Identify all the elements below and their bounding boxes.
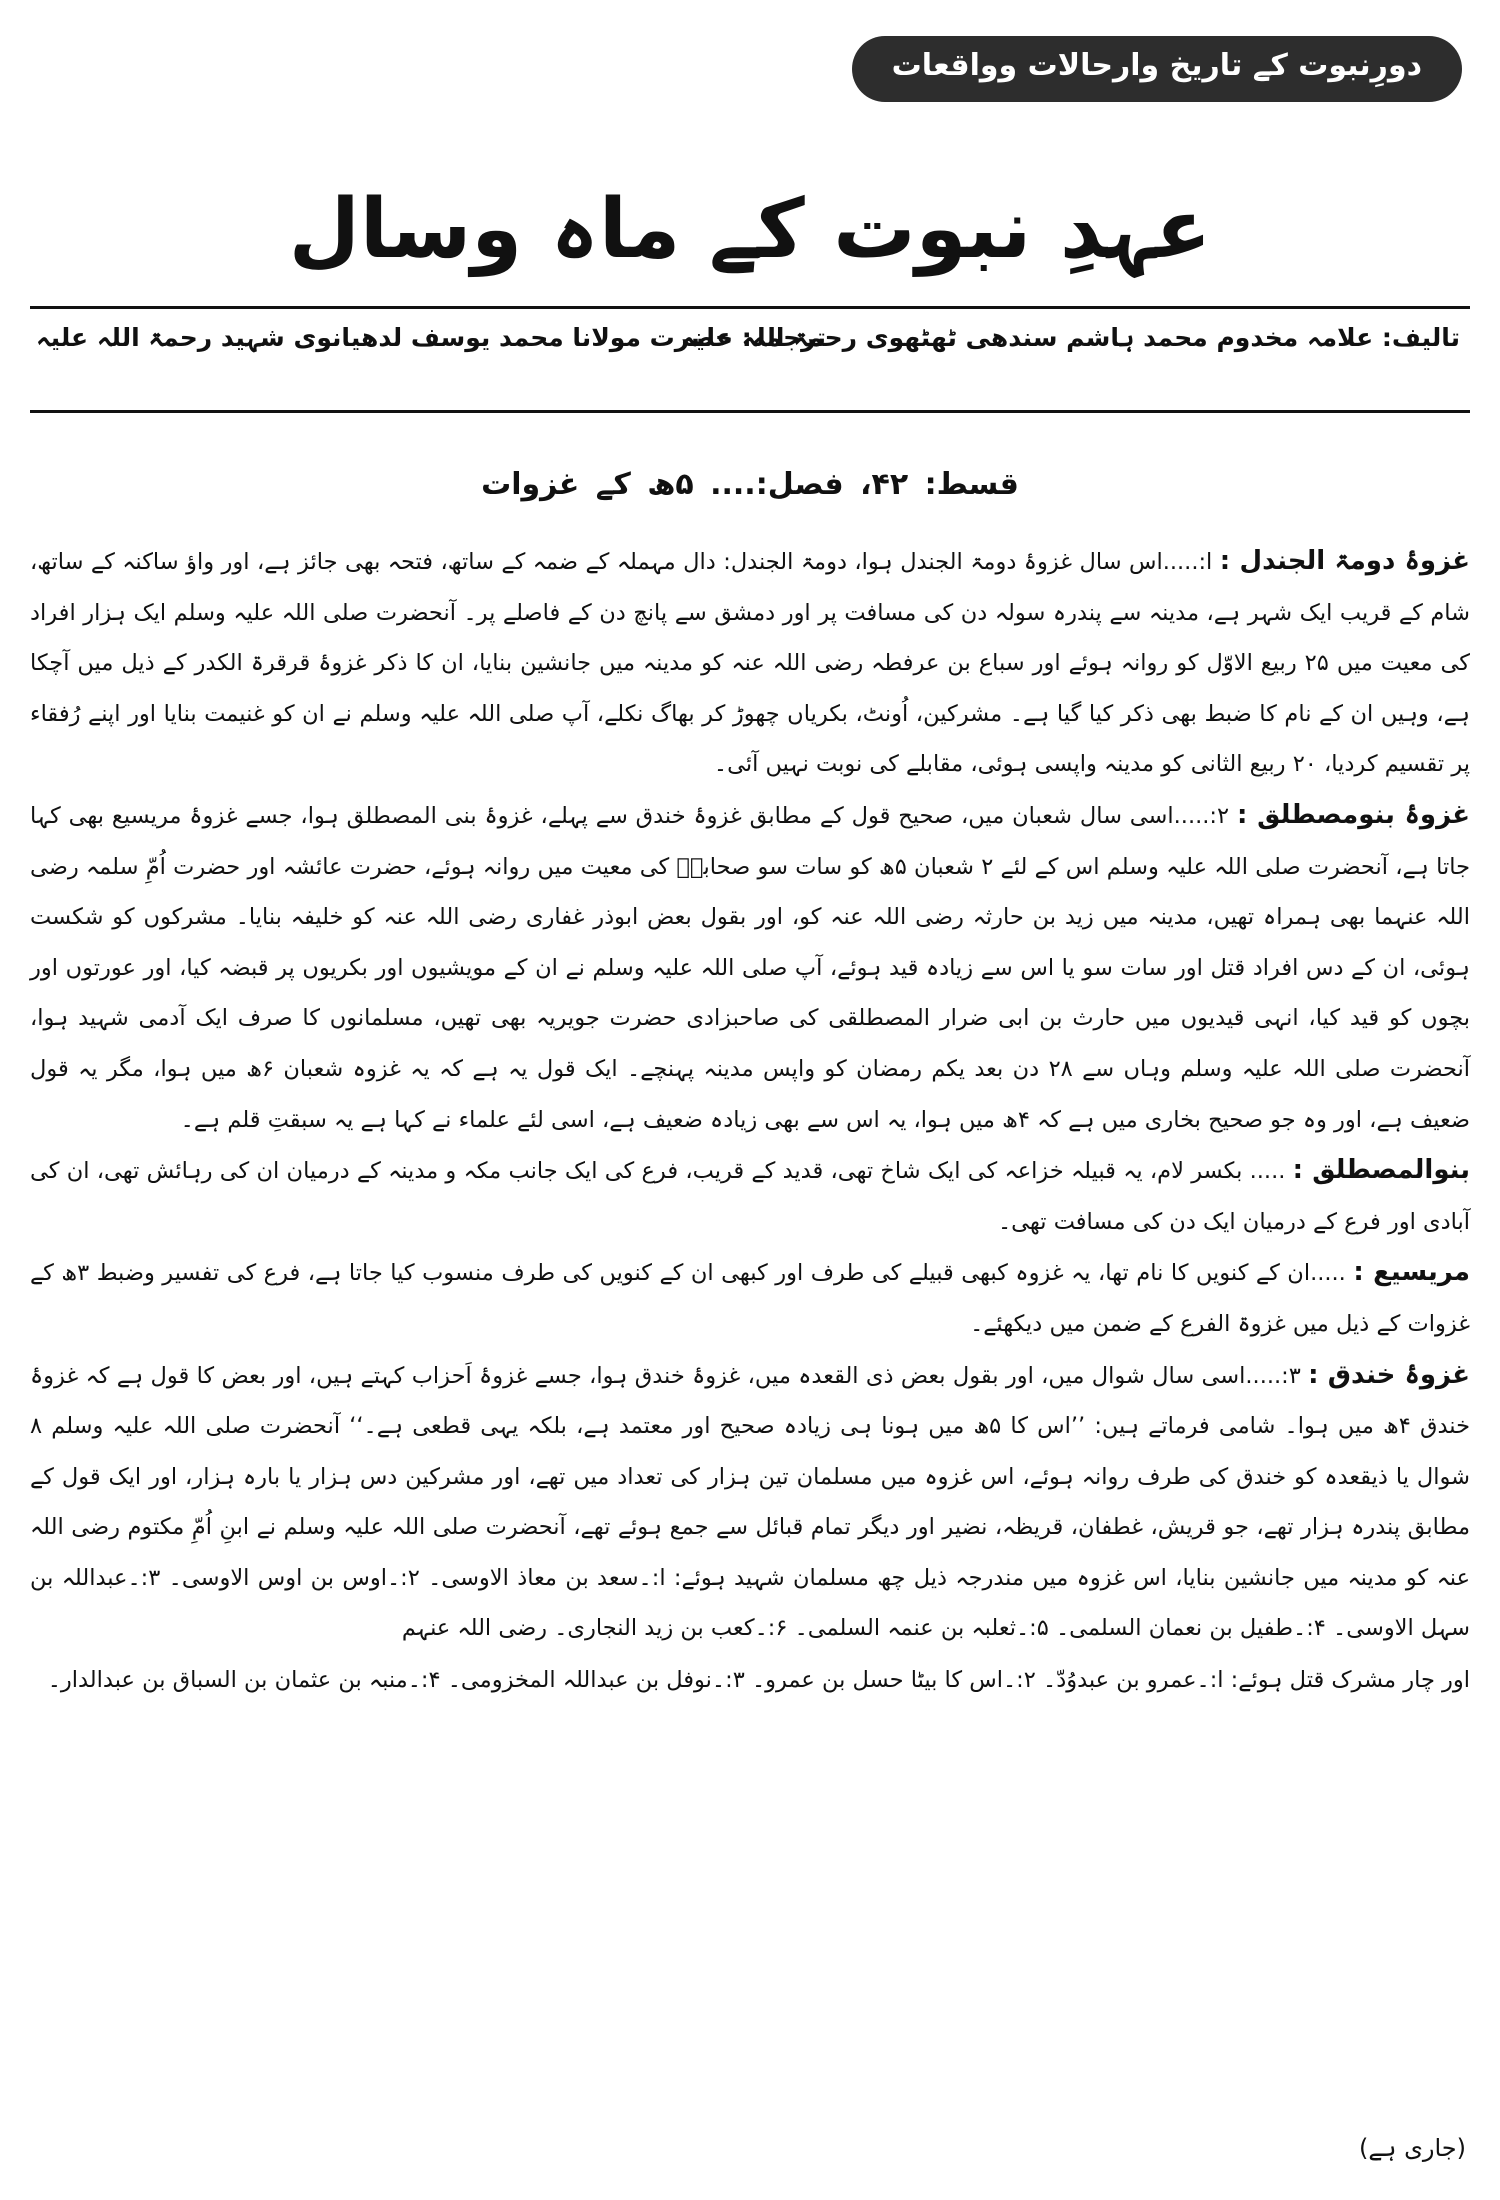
series-badge: دورِنبوت کے تاریخ وارحالات وواقعات xyxy=(852,36,1462,102)
episode-heading: قسط: ۴۲، فصل:.... ۵ھ کے غزوات xyxy=(481,467,1019,502)
article-body xyxy=(30,536,1470,1706)
section-heading: غزوۂ دومۃ الجندل : xyxy=(1219,546,1470,576)
section-heading: غزوۂ بنومصطلق : xyxy=(1236,799,1471,830)
bottom-divider xyxy=(30,410,1470,413)
section-text: ۳:.....اسی سال شوال میں، اور بقول بعض ذی القعدہ میں، غزوۂ خندق ہوا، جسے غزوۂ اَحزاب کہتے ہیں، اور بعض کا قول ہے کہ غزوۂ خندق ۴ھ میں ہوا۔ شامی فرماتے ہیں: ’’اس کا ۵ھ میں ہونا ہی زیادہ صحیح اور معتمد ہے، بلکہ یہی قطعی ہے۔‘‘ آنحضرت صلی اللہ علیہ وسلم ۸ شوال یا ذیقعدہ کو خندق کی طرف روانہ ہوئے، اس غزوہ میں مسلمان تین ہزار کی تعداد میں تھے، اور مشرکین دس ہزار یا بارہ ہزار، اور ایک قول کے مطابق پندرہ ہزار تھے، جو قریش، غطفان، قریظہ، نضیر اور دیگر تمام قبائل سے جمع ہوئے تھے، آنحضرت صلی اللہ علیہ وسلم نے ابنِ اُمِّ مکتوم رضی اللہ عنہ کو مدینہ میں جانشین بنایا، اس غزوہ میں مندرجہ ذیل چھ مسلمان شہید ہوئے: ا:۔سعد بن معاذ الاوسی۔ ۲:۔اوس بن اوس الاوسی۔ ۳:۔عبداللہ بن سہل الاوسی۔ ۴:۔طفیل بن نعمان السلمی۔ ۵:۔ثعلبہ بن عنمہ السلمی۔ ۶:۔کعب بن زید النجاری۔ رضی اللہ عنہم xyxy=(30,1362,1470,1642)
paragraph-dumat-al-jandal xyxy=(30,536,1470,790)
section-text: ۲:.....اسی سال شعبان میں، صحیح قول کے مطابق غزوۂ خندق سے پہلے، غزوۂ بنی المصطلق ہوا، جسے غزوۂ مریسیع بھی کہا جاتا ہے، آنحضرت صلی اللہ علیہ وسلم اس کے لئے ۲ شعبان ۵ھ کو سات سو صحابہؓ کی معیت میں روانہ ہوئے، حضرت عائشہ اور حضرت اُمِّ سلمہ رضی اللہ عنہما بھی ہمراہ تھیں، مدینہ میں زید بن حارثہ رضی اللہ عنہ کو، اور بقول بعض ابوذر غفاری رضی اللہ عنہ کو خلیفہ بنایا۔ مشرکوں کو شکست ہوئی، ان کے دس افراد قتل اور سات سو یا اس سے زیادہ قید ہوئے، آپ صلی اللہ علیہ وسلم نے ان کے مویشیوں اور بکریوں پر قبضہ کیا، اور عورتوں اور بچوں کو قید کیا، انہی قیدیوں میں حارث بن ابی ضرار المصطلقی کی صاحبزادی حضرت جویریہ بھی تھیں، مسلمانوں کا صرف ایک آدمی شہید ہوا، آنحضرت صلی اللہ علیہ وسلم وہاں سے ۲۸ دن بعد یکم رمضان کو واپس مدینہ پہنچے۔ ایک قول یہ ہے کہ یہ غزوہ شعبان ۶ھ میں ہوا، مگر یہ قول ضعیف ہے، اور وہ جو صحیح بخاری میں ہے کہ ۴ھ میں ہوا، یہ اس سے بھی زیادہ ضعیف ہے، اسی لئے علماء نے کہا ہے یہ سبقتِ قلم ہے۔ xyxy=(30,802,1471,1133)
section-text: اور چار مشرک قتل ہوئے: ا:۔عمرو بن عبدوُدّ۔ ۲:۔اس کا بیٹا حسل بن عمرو۔ ۳:۔نوفل بن عبداللہ المخزومی۔ ۴:۔منبہ بن عثمان بن السباق بن عبدالدار۔ xyxy=(47,1667,1470,1694)
section-text: ..... بکسر لام، یہ قبیلہ خزاعہ کی ایک شاخ تھی، قدید کے قریب، فرع کی ایک جانب مکہ و مدینہ کے درمیان ان کی رہائش تھی، ان کی آبادی اور فرع کے درمیان ایک دن کی مسافت تھی۔ xyxy=(30,1158,1470,1235)
section-text: ا:.....اس سال غزوۂ دومۃ الجندل ہوا، دومۃ الجندل: دال مہملہ کے ضمہ کے ساتھ، فتحہ بھی جائز ہے، اور واؤ ساکنہ کے ساتھ، شام کے قریب ایک شہر ہے، مدینہ سے پندرہ سولہ دن کی مسافت پر اور دمشق سے پانچ دن کے فاصلے پر۔ آنحضرت صلی اللہ علیہ وسلم ایک ہزار افراد کی معیت میں ۲۵ ربیع الاوّل کو روانہ ہوئے اور سباع بن عرفطہ رضی اللہ عنہ کو مدینہ میں جانشین بنایا، ان کا ذکر غزوۂ قرقرۃ الکدر کے ذیل میں آچکا ہے، وہیں ان کے نام کا ضبط بھی ذکر کیا گیا ہے۔ مشرکین، اُونٹ، بکریاں چھوڑ کر بھاگ نکلے، آپ صلی اللہ علیہ وسلم نے ان کو غنیمت بنایا اور اپنے رُفقاء پر تقسیم کردیا، ۲۰ ربیع الثانی کو مدینہ واپسی ہوئی، مقابلے کی نوبت نہیں آئی۔ xyxy=(30,549,1470,778)
to-be-continued: (جاری ہے) xyxy=(1358,2134,1466,2162)
page-title: عہدِ نبوت کے ماہ وسال xyxy=(288,182,1212,277)
translator-credit: ترجمہ: حضرت مولانا محمد یوسف لدھیانوی شہید رحمۃ اللہ علیہ xyxy=(36,323,827,352)
paragraph-banu-al-mustaliq-tribe xyxy=(30,1145,1470,1247)
section-heading: مریسیع : xyxy=(1353,1257,1470,1288)
paragraph-muraysi xyxy=(30,1247,1470,1349)
paragraph-mushrik-killed xyxy=(30,1654,1470,1706)
paragraph-khandaq xyxy=(30,1350,1470,1655)
section-heading: غزوۂ خندق : xyxy=(1308,1359,1470,1390)
section-heading: بنوالمصطلق : xyxy=(1292,1155,1470,1186)
top-divider xyxy=(30,306,1470,309)
author-credit: تالیف: علامہ مخدوم محمد ہاشم سندھی ٹھٹھوی رحمۃ اللہ علیہ xyxy=(680,323,1460,352)
section-text: .....ان کے کنویں کا نام تھا، یہ غزوہ کبھی قبیلے کی طرف اور کبھی ان کے کنویں کی طرف منسوب کیا جاتا ہے، فرع کی تفسیر وضبط ۳ھ کے غزوات کے ذیل میں غزوۃ الفرع کے ضمن میں دیکھئے۔ xyxy=(30,1260,1470,1337)
paragraph-banu-mustaliq xyxy=(30,790,1470,1145)
